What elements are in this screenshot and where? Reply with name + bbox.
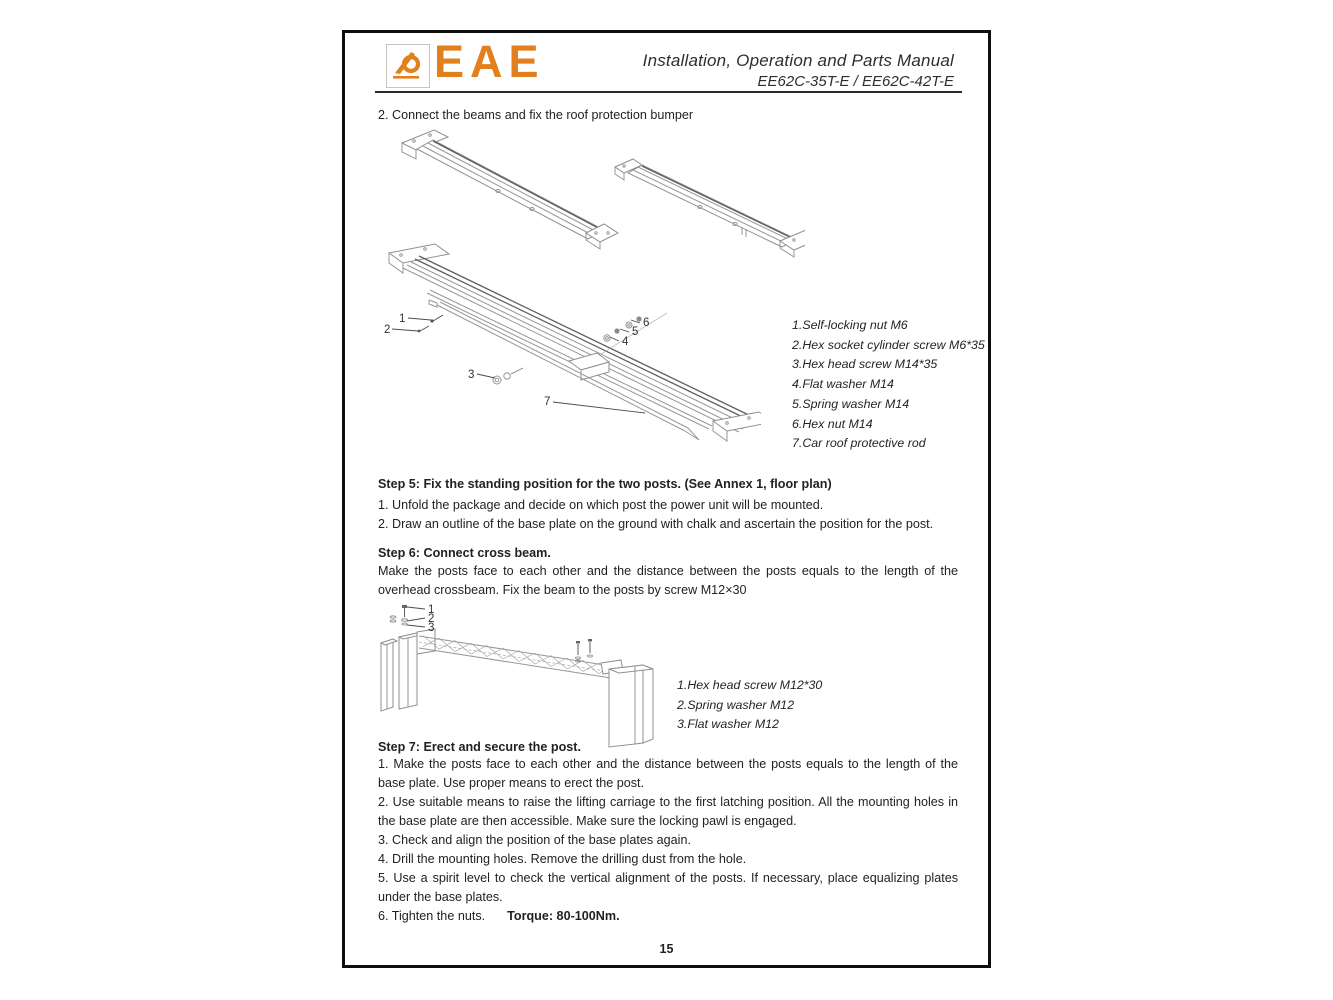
callout-3: 3 [428,622,435,634]
crossbeam-assembly-figure [383,241,761,456]
step7-heading: Step 7: Erect and secure the post. [378,740,581,754]
page-number: 15 [659,942,674,956]
parts-item: 2.Spring washer M12 [677,697,795,712]
header-titles [643,50,954,92]
callout-leaders [407,607,425,627]
parts-item: 5.Spring washer M14 [792,396,910,411]
callout-5: 5 [632,326,639,338]
roof-beams-figure [390,127,805,259]
parts-item: 3.Hex head screw M14*35 [792,357,938,372]
left-beam-drawing [402,130,618,249]
crossbeam-parts-list [792,316,985,454]
step6-body: Make the posts face to each other and the distance between the posts equals to the length of the overhead crossbeam. Fix the beam to the posts by screw M12×30 [378,564,958,597]
parts-item: 1.Self-locking nut M6 [792,318,908,332]
torque-value: Torque: 80-100Nm. [507,909,620,923]
step7-item: 2. Use suitable means to raise the lifting carriage to the first latching position. All the mounting holes in the base plate are then accessible. Make sure the locking pawl is engaged. [378,795,958,828]
parts-item: 7.Car roof protective rod [792,436,926,451]
intro-line: 2. Connect the beams and fix the roof protection bumper [378,108,694,122]
lattice-beam-drawing [417,629,623,678]
parts-item: 1.Hex head screw M12*30 [677,678,823,692]
model-numbers: EE62C-35T-E / EE62C-42T-E [757,73,954,90]
left-post-drawing [381,633,421,711]
parts-item: 2.Hex socket cylinder screw M6*35 [792,337,985,352]
parts-item: 6.Hex nut M14 [792,416,873,431]
post-beam-parts-list [677,676,822,735]
right-post-drawing [609,665,653,747]
step7-items [378,755,958,926]
step5-items [378,496,958,534]
step5-item: 1. Unfold the package and decide on which post the power unit will be mounted. [378,498,824,512]
step5-item: 2. Draw an outline of the base plate on the ground with chalk and ascertain the position for the post. [378,517,934,531]
callout-4: 4 [622,336,629,348]
step7-item: 1. Make the posts face to each other and the distance between the posts equals to the length of the base plate. Use proper means to erect the post. [378,757,958,790]
callout-2: 2 [428,613,435,625]
manual-page [342,30,991,968]
manual-title: Installation, Operation and Parts Manual [642,51,954,70]
parts-item: 4.Flat washer M14 [792,377,894,392]
callout-7: 7 [544,396,551,408]
step7-item: 4. Drill the mounting holes. Remove the drilling dust from the hole. [378,852,747,866]
callout-6: 6 [643,317,650,329]
callout-3: 3 [468,369,475,381]
callout-1: 1 [428,604,435,616]
callout-1: 1 [399,313,406,325]
posts-crossbeam-figure [373,603,673,753]
eae-logo-glyph-icon [387,45,427,85]
callout-2: 2 [384,324,391,336]
parts-item: 3.Flat washer M12 [677,717,779,732]
step6-heading: Step 6: Connect cross beam. [378,546,551,560]
step5-heading: Step 5: Fix the standing position for the two posts. (See Annex 1, floor plan) [378,477,832,491]
step7-item: 5. Use a spirit level to check the vertical alignment of the posts. If necessary, place equalizing plates under the base plates. [378,871,958,904]
eae-logo-text: EAE [434,36,545,87]
step7-item: 3. Check and align the position of the base plates again. [378,833,691,847]
step7-item-last [378,907,958,926]
step7-item-6-text: 6. Tighten the nuts. [378,909,486,923]
header-divider [375,91,962,93]
eae-logo-mark-icon [386,44,430,88]
crossbeam-drawing [389,244,761,441]
